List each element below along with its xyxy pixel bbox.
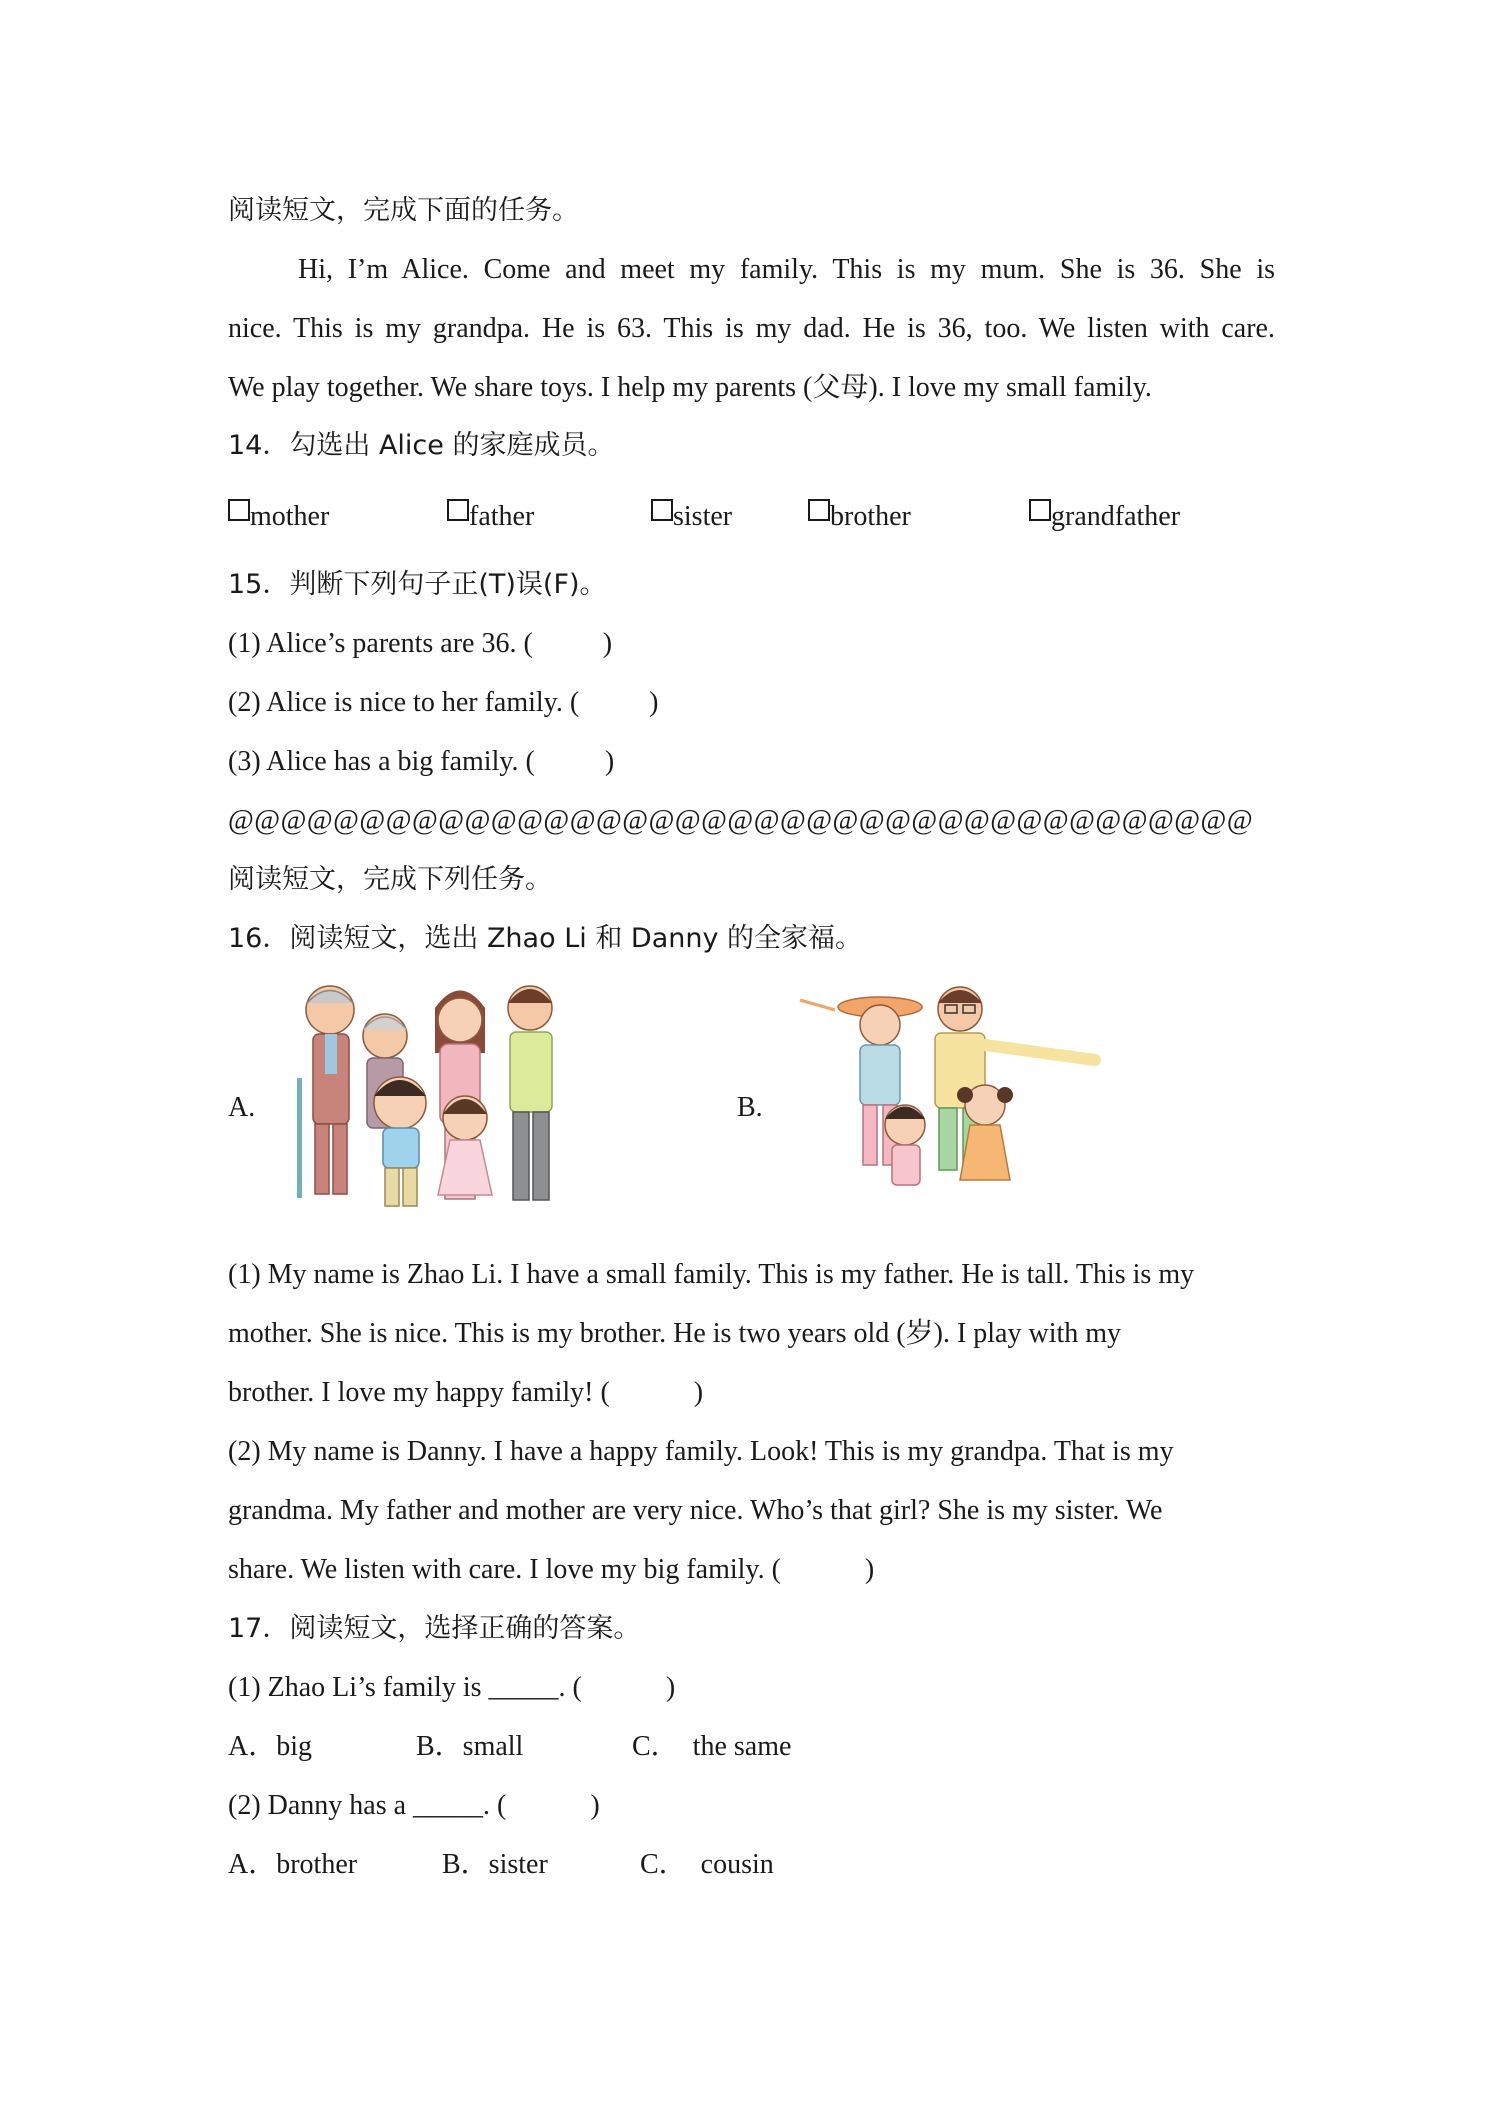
question-15-item-1: (1) Alice’s parents are 36. ( )	[228, 628, 613, 659]
q16-text-2-line-2: grandma. My father and mother are very nice. Who’s that girl? She is my sister. We	[228, 1495, 1163, 1526]
instruction-2: 阅读短文，完成下列任务。	[228, 864, 552, 895]
dad-with-glasses-figure	[935, 987, 1095, 1170]
question-15-item-2: (2) Alice is nice to her family. ( )	[228, 687, 659, 718]
option-brother[interactable]: brother	[808, 497, 911, 537]
question-16-stem: 16．阅读短文，选出 Zhao Li 和 Danny 的全家福。	[228, 923, 863, 954]
grandpa-figure	[297, 986, 354, 1198]
family-picture-a[interactable]	[285, 978, 595, 1226]
question-17-item-2: (2) Danny has a _____. ( )	[228, 1790, 600, 1821]
instruction-1: 阅读短文，完成下面的任务。	[228, 195, 579, 226]
q17-1-option-a[interactable]: A．big	[228, 1731, 313, 1762]
q16-text-1-line-2: mother. She is nice. This is my brother. He is two years old (岁). I play with my	[228, 1318, 1122, 1349]
q17-2-option-b[interactable]: B．sister	[442, 1849, 548, 1880]
q16-text-2-line-1: (2) My name is Danny. I have a happy family. Look! This is my grandpa. That is my	[228, 1436, 1174, 1467]
family-picture-b[interactable]	[795, 985, 1113, 1200]
q17-1-option-b[interactable]: B．small	[416, 1731, 524, 1762]
option-mother[interactable]: mother	[228, 497, 329, 537]
picture-label-a: A.	[228, 1092, 256, 1123]
picture-label-b: B.	[737, 1092, 763, 1123]
q16-text-2-line-3: share. We listen with care. I love my big family. ( )	[228, 1554, 875, 1585]
dad-figure	[508, 986, 552, 1200]
q17-2-option-c[interactable]: C． cousin	[640, 1849, 774, 1880]
question-15-item-3: (3) Alice has a big family. ( )	[228, 746, 615, 777]
q16-text-1-line-1: (1) My name is Zhao Li. I have a small family. This is my father. He is tall. This is my	[228, 1259, 1195, 1290]
checkbox[interactable]	[1029, 499, 1051, 521]
q17-2-option-a[interactable]: A．brother	[228, 1849, 358, 1880]
boy-figure	[374, 1077, 426, 1206]
checkbox[interactable]	[228, 499, 250, 521]
q16-text-1-line-3: brother. I love my happy family! ( )	[228, 1377, 704, 1408]
separator-line: @@@@@@@@@@@@@@@@@@@@@@@@@@@@@@@@@@@@@@@	[228, 805, 1254, 836]
q17-1-option-c[interactable]: C． the same	[632, 1731, 792, 1762]
passage-1-line-2: nice. This is my grandpa. He is 63. This is my dad. He is 36, too. We listen with care.	[228, 313, 1275, 344]
option-father[interactable]: father	[447, 497, 534, 537]
passage-1-line-1: Hi, I’m Alice. Come and meet my family. This is my mum. She is 36. She is	[298, 254, 1275, 285]
option-grandfather[interactable]: grandfather	[1029, 497, 1180, 537]
question-17-item-1: (1) Zhao Li’s family is _____. ( )	[228, 1672, 676, 1703]
checkbox[interactable]	[651, 499, 673, 521]
passage-1-line-3: We play together. We share toys. I help my parents (父母). I love my small family.	[228, 372, 1152, 403]
question-17-stem: 17．阅读短文，选择正确的答案。	[228, 1613, 641, 1644]
option-sister[interactable]: sister	[651, 497, 732, 537]
checkbox[interactable]	[808, 499, 830, 521]
question-14-stem: 14．勾选出 Alice 的家庭成员。	[228, 430, 615, 461]
checkbox[interactable]	[447, 499, 469, 521]
question-15-stem: 15．判断下列句子正(T)误(F)。	[228, 569, 607, 600]
